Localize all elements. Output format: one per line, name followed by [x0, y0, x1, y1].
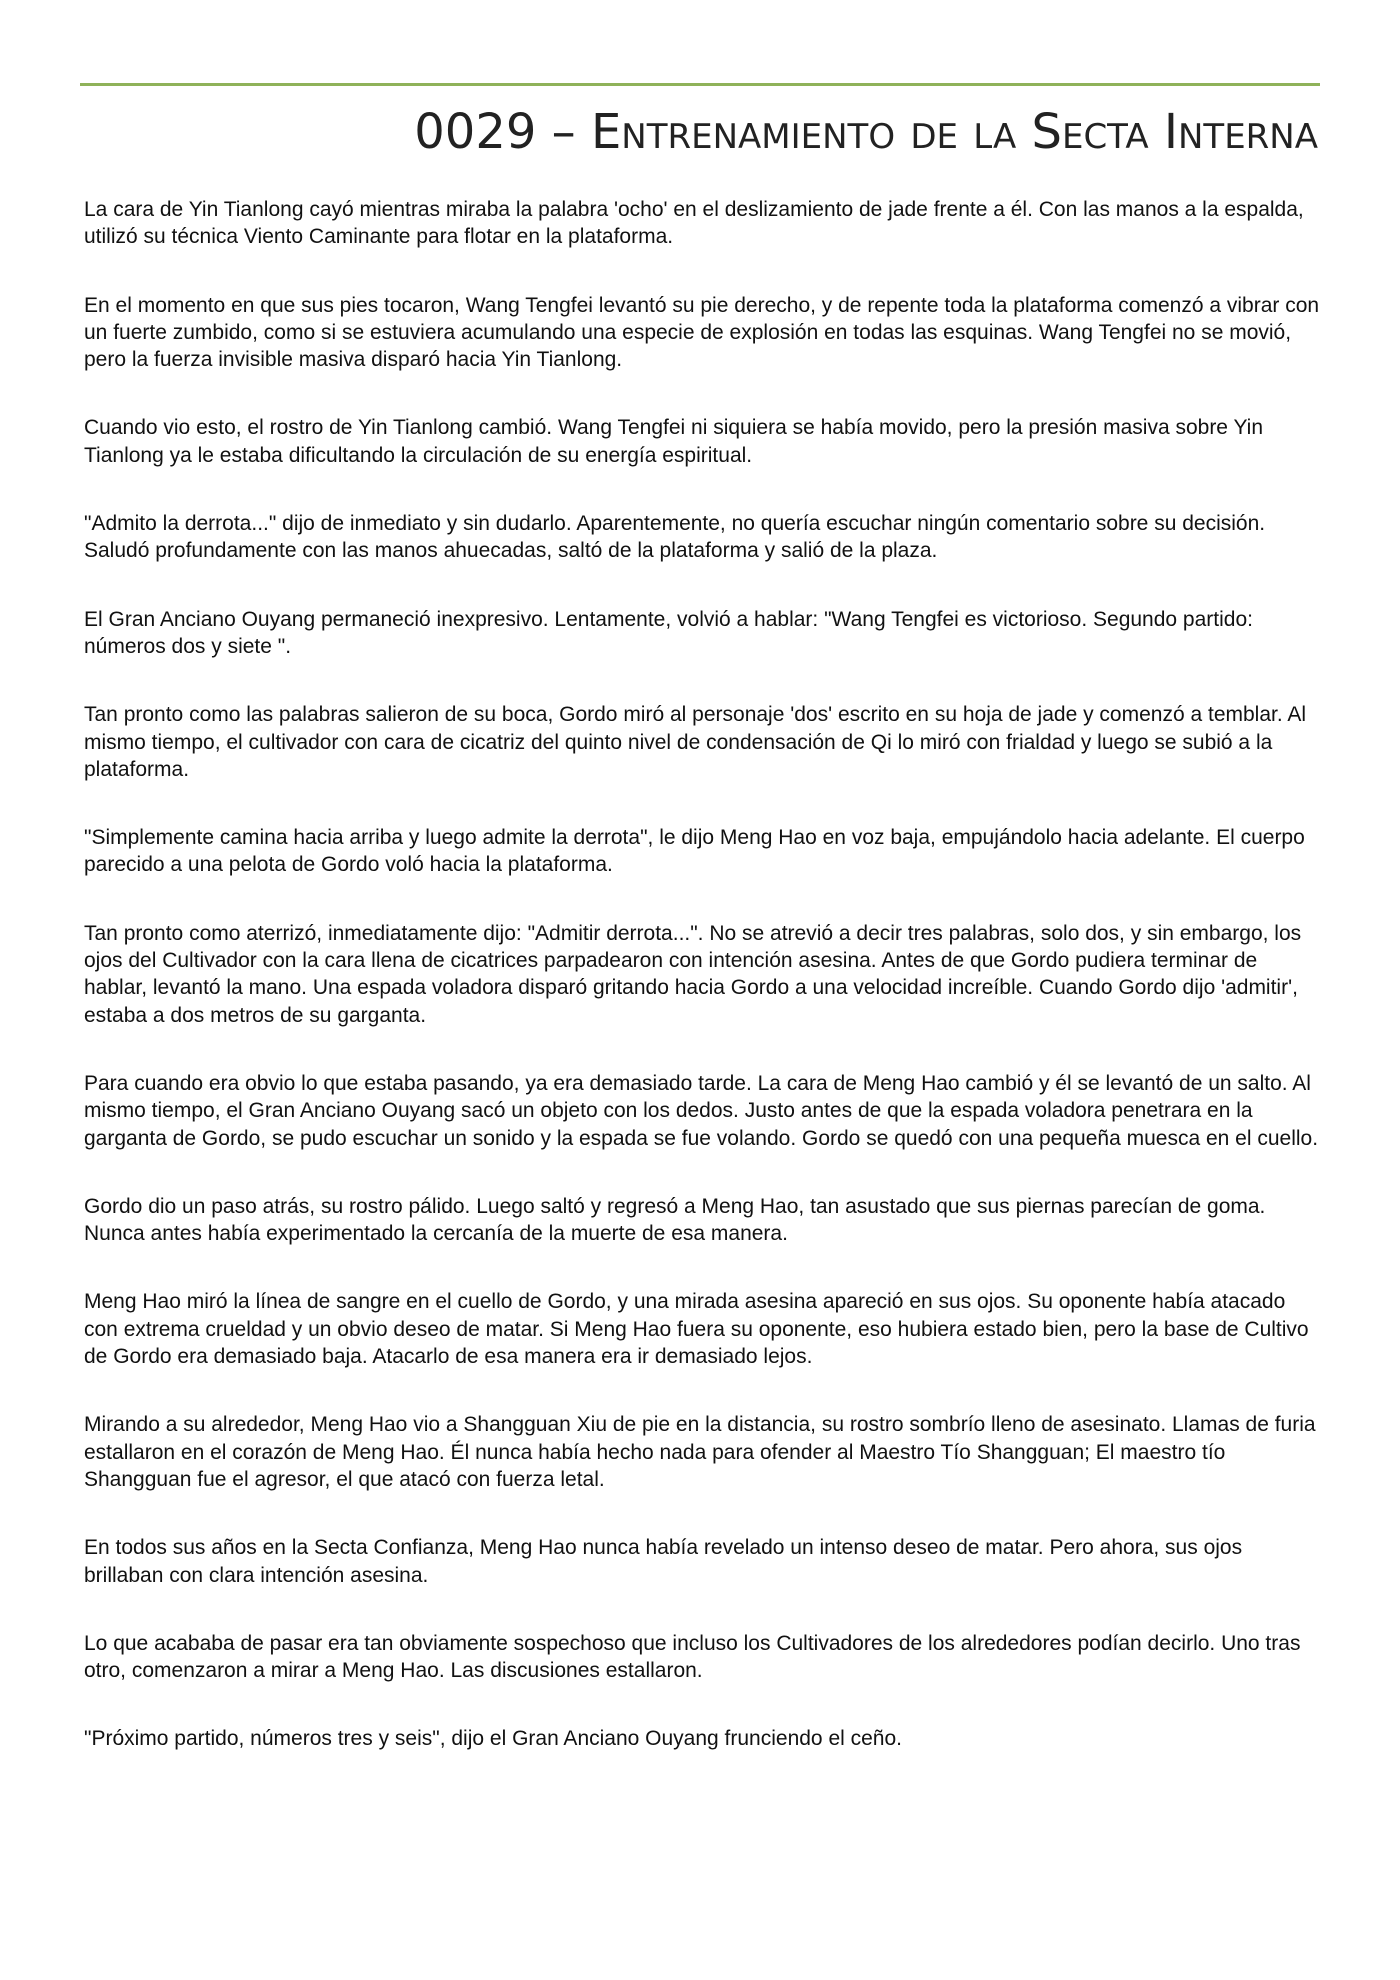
paragraph: Cuando vio esto, el rostro de Yin Tianlong cambió. Wang Tengfei ni siquiera se había movido, pero la presión masiva sobre Yin Tianlong ya le estaba dificultando la circulación de su energía espiritual.	[84, 416, 1264, 467]
paragraph: Meng Hao miró la línea de sangre en el cuello de Gordo, y una mirada asesina apareció en sus ojos. Su oponente había atacado con extrema crueldad y un obvio deseo de matar. Si Meng Hao fuera su oponente, eso hubiera estado bien, pero la base de Cultivo de Gordo era demasiado baja. Atacarlo de esa manera era ir demasiado lejos.	[84, 1290, 1309, 1369]
paragraph: "Próximo partido, números tres y seis", dijo el Gran Anciano Ouyang frunciendo el ceño.	[84, 1727, 902, 1751]
paragraph: Para cuando era obvio lo que estaba pasando, ya era demasiado tarde. La cara de Meng Hao cambió y él se levantó de un salto. Al mismo tiempo, el Gran Anciano Ouyang sacó un objeto con los dedos. Justo antes de que la espada voladora penetrara en la garganta de Gordo, se pudo escuchar un sonido y la espada se fue volando. Gordo se quedó con una pequeña muesca en el cuello.	[84, 1071, 1319, 1150]
paragraph: En todos sus años en la Secta Confianza, Meng Hao nunca había revelado un intenso deseo de matar. Pero ahora, sus ojos brillaban con clara intención asesina.	[84, 1536, 1243, 1587]
paragraph: En el momento en que sus pies tocaron, Wang Tengfei levantó su pie derecho, y de repente toda la plataforma comenzó a vibrar con un fuerte zumbido, como si se estuviera acumulando una especie de explosión en todas las esquinas. Wang Tengfei no se movió, pero la fuerza invisible masiva disparó hacia Yin Tianlong.	[84, 293, 1320, 372]
paragraph: "Simplemente camina hacia arriba y luego admite la derrota", le dijo Meng Hao en voz baja, empujándolo hacia adelante. El cuerpo parecido a una pelota de Gordo voló hacia la plataforma.	[84, 826, 1305, 877]
paragraph: La cara de Yin Tianlong cayó mientras miraba la palabra 'ocho' en el deslizamiento de jade frente a él. Con las manos a la espalda, utilizó su técnica Viento Caminante para flotar en la plataforma.	[84, 198, 1304, 249]
paragraph: Mirando a su alrededor, Meng Hao vio a Shangguan Xiu de pie en la distancia, su rostro sombrío lleno de asesinato. Llamas de furia estallaron en el corazón de Meng Hao. Él nunca había hecho nada para ofender al Maestro Tío Shangguan; El maestro tío Shangguan fue el agresor, el que atacó con fuerza letal.	[84, 1413, 1316, 1491]
chapter-body	[84, 196, 1320, 1794]
paragraph: El Gran Anciano Ouyang permaneció inexpresivo. Lentamente, volvió a hablar: "Wang Tengfei es victorioso. Segundo partido: números dos y siete ".	[84, 607, 1253, 658]
paragraph: Tan pronto como las palabras salieron de su boca, Gordo miró al personaje 'dos' escrito en su hoja de jade y comenzó a temblar. Al mismo tiempo, el cultivador con cara de cicatriz del quinto nivel de condensación de Qi lo miró con frialdad y luego se subió a la plataforma.	[84, 703, 1307, 781]
paragraph: Gordo dio un paso atrás, su rostro pálido. Luego saltó y regresó a Meng Hao, tan asustado que sus piernas parecían de goma. Nunca antes había experimentado la cercanía de la muerte de esa manera.	[84, 1194, 1266, 1246]
header-rule	[80, 83, 1320, 86]
paragraph: Tan pronto como aterrizó, inmediatamente dijo: "Admitir derrota...". No se atrevió a decir tres palabras, solo dos, y sin embargo, los ojos del Cultivador con la cara llena de cicatrices parpadearon con intención asesina. Antes de que Gordo pudiera terminar de hablar, levantó la mano. Una espada voladora disparó gritando hacia Gordo a una velocidad increíble. Cuando Gordo dijo 'admitir', estaba a dos metros de su garganta.	[84, 921, 1302, 1027]
paragraph: Lo que acababa de pasar era tan obviamente sospechoso que incluso los Cultivadores de los alrededores podían decirlo. Uno tras otro, comenzaron a mirar a Meng Hao. Las discusiones estallaron.	[84, 1631, 1301, 1683]
paragraph: "Admito la derrota..." dijo de inmediato y sin dudarlo. Aparentemente, no quería escuchar ningún comentario sobre su decisión. Saludó profundamente con las manos ahuecadas, saltó de la plataforma y salió de la plaza.	[84, 512, 1266, 563]
chapter-title: 0029 – Entrenamiento de la Secta Interna	[414, 104, 1318, 160]
